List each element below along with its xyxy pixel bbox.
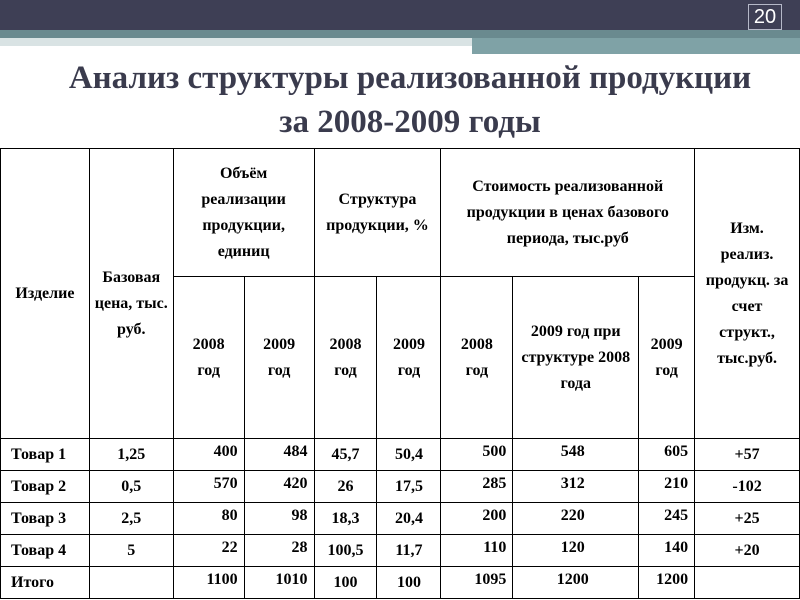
row-price: 1,25 xyxy=(89,439,173,471)
row-change xyxy=(695,567,800,599)
row-cost2009s: 120 xyxy=(513,535,639,567)
row-vol2009: 28 xyxy=(244,535,314,567)
row-change: +25 xyxy=(695,503,800,535)
row-str2008: 45,7 xyxy=(314,439,377,471)
row-cost2008: 1095 xyxy=(441,567,513,599)
page-number: 20 xyxy=(748,4,782,30)
row-str2009: 20,4 xyxy=(377,503,441,535)
row-vol2008: 400 xyxy=(173,439,244,471)
row-price: 5 xyxy=(89,535,173,567)
sales-structure-table xyxy=(0,148,800,599)
row-vol2008: 570 xyxy=(173,471,244,503)
row-vol2008: 1100 xyxy=(173,567,244,599)
row-vol2009: 1010 xyxy=(244,567,314,599)
header-vol-2009: 2009 год xyxy=(244,277,314,439)
row-change: +57 xyxy=(695,439,800,471)
header-base-price: Базовая цена, тыс. руб. xyxy=(89,149,173,439)
row-price: 0,5 xyxy=(89,471,173,503)
header-volume: Объём реализации продукции, единиц xyxy=(173,149,314,277)
header-structure: Структура продукции, % xyxy=(314,149,441,277)
header-change: Изм. реализ. продукц. за счет структ., тыс.руб. xyxy=(695,149,800,439)
row-cost2009: 1200 xyxy=(639,567,695,599)
slide-title xyxy=(0,56,800,144)
row-vol2009: 98 xyxy=(244,503,314,535)
table-row xyxy=(1,535,800,567)
header-cost: Стоимость реализованной продукции в ценах базового периода, тыс.руб xyxy=(441,149,695,277)
row-str2008: 100 xyxy=(314,567,377,599)
table-row xyxy=(1,471,800,503)
row-vol2008: 22 xyxy=(173,535,244,567)
row-change: -102 xyxy=(695,471,800,503)
slide-title-line2: за 2008-2009 годы xyxy=(279,104,541,140)
row-cost2009s: 220 xyxy=(513,503,639,535)
row-cost2009s: 548 xyxy=(513,439,639,471)
row-cost2008: 500 xyxy=(441,439,513,471)
row-cost2009: 245 xyxy=(639,503,695,535)
row-str2009: 17,5 xyxy=(377,471,441,503)
row-name: Итого xyxy=(1,567,90,599)
row-str2008: 18,3 xyxy=(314,503,377,535)
table-row xyxy=(1,503,800,535)
row-cost2009s: 1200 xyxy=(513,567,639,599)
header-str-2009: 2009 год xyxy=(377,277,441,439)
header-cost-2008: 2008 год xyxy=(441,277,513,439)
row-cost2008: 285 xyxy=(441,471,513,503)
row-cost2009: 605 xyxy=(639,439,695,471)
row-vol2009: 420 xyxy=(244,471,314,503)
table-row-total xyxy=(1,567,800,599)
row-name: Товар 3 xyxy=(1,503,90,535)
header-stripe-accent xyxy=(472,38,800,54)
row-name: Товар 4 xyxy=(1,535,90,567)
row-str2008: 26 xyxy=(314,471,377,503)
slide-title-line1: Анализ структуры реализованной продукции xyxy=(68,60,752,96)
table-row xyxy=(1,439,800,471)
row-vol2009: 484 xyxy=(244,439,314,471)
row-name: Товар 1 xyxy=(1,439,90,471)
header-str-2008: 2008 год xyxy=(314,277,377,439)
row-change: +20 xyxy=(695,535,800,567)
header-cost-2009: 2009 год xyxy=(639,277,695,439)
row-str2008: 100,5 xyxy=(314,535,377,567)
row-price xyxy=(89,567,173,599)
header-cost-2009-struct2008: 2009 год при структуре 2008 года xyxy=(513,277,639,439)
row-cost2008: 110 xyxy=(441,535,513,567)
header-stripe xyxy=(0,30,800,38)
row-cost2008: 200 xyxy=(441,503,513,535)
row-cost2009: 210 xyxy=(639,471,695,503)
row-cost2009: 140 xyxy=(639,535,695,567)
row-name: Товар 2 xyxy=(1,471,90,503)
header-vol-2008: 2008 год xyxy=(173,277,244,439)
row-cost2009s: 312 xyxy=(513,471,639,503)
row-str2009: 100 xyxy=(377,567,441,599)
header-bar xyxy=(0,0,800,30)
header-product: Изделие xyxy=(1,149,90,439)
row-price: 2,5 xyxy=(89,503,173,535)
row-str2009: 50,4 xyxy=(377,439,441,471)
header-stripe-light xyxy=(0,38,472,46)
row-vol2008: 80 xyxy=(173,503,244,535)
row-str2009: 11,7 xyxy=(377,535,441,567)
